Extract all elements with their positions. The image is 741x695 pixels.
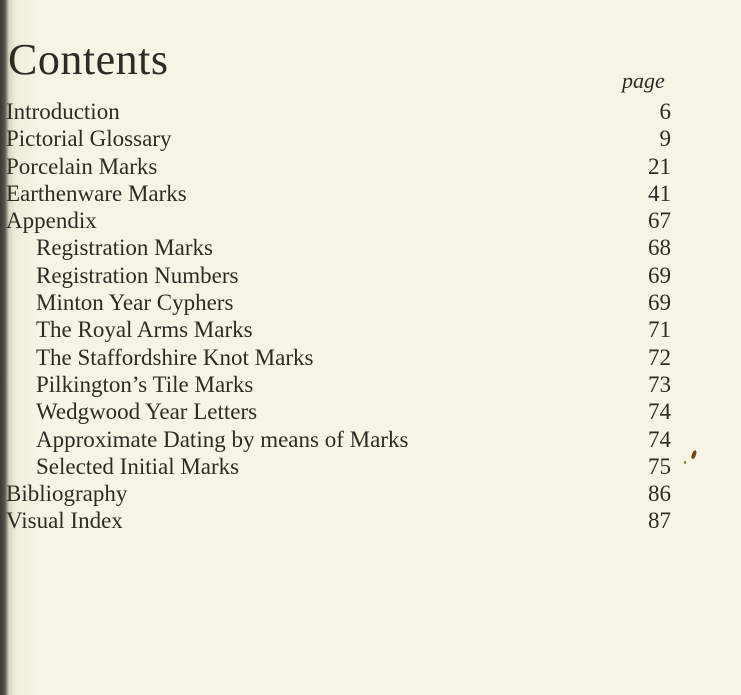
toc-entry-title: Approximate Dating by means of Marks xyxy=(36,426,409,452)
ink-speck-small xyxy=(684,461,686,464)
toc-subentry-pilkingtons-tile-marks xyxy=(0,371,741,398)
toc-entry-page: 9 xyxy=(659,126,671,152)
toc-entry-page: 21 xyxy=(648,153,671,179)
toc-entry-title: Introduction xyxy=(6,99,120,124)
toc-entry-title: Appendix xyxy=(6,208,97,234)
toc-entry-page: 87 xyxy=(648,508,671,534)
toc-entry-title: Earthenware Marks xyxy=(6,180,187,206)
toc-entry-porcelain-marks xyxy=(0,153,741,180)
toc-entry-page: 69 xyxy=(648,262,671,288)
toc-entry-page: 86 xyxy=(648,481,671,507)
toc-entry-title: The Royal Arms Marks xyxy=(36,317,253,343)
toc-entry-title: Wedgwood Year Letters xyxy=(36,399,258,425)
toc-subentry-royal-arms-marks xyxy=(0,316,741,343)
toc-entry-title: Porcelain Marks xyxy=(6,153,158,179)
toc-entry-page: 69 xyxy=(648,290,671,316)
toc-entry-bibliography xyxy=(0,480,741,507)
page-column-label: page xyxy=(622,68,665,93)
toc-entry-page: 74 xyxy=(648,399,671,425)
toc-entry-appendix xyxy=(0,207,741,234)
toc-subentry-selected-initial-marks xyxy=(0,453,741,480)
toc-entry-visual-index xyxy=(0,507,741,534)
toc-subentry-approximate-dating xyxy=(0,426,741,453)
toc-entry-pictorial-glossary xyxy=(0,125,741,152)
toc-entry-introduction xyxy=(0,98,741,125)
toc-entry-page: 72 xyxy=(648,344,671,370)
toc-entry-page: 71 xyxy=(648,317,671,343)
toc-entry-title: Selected Initial Marks xyxy=(36,453,240,479)
toc-entry-title: Pilkington’s Tile Marks xyxy=(36,371,254,397)
toc-entry-title: Bibliography xyxy=(6,481,128,507)
toc-subentry-wedgwood-year-letters xyxy=(0,398,741,425)
toc-entry-page: 68 xyxy=(648,235,671,261)
toc-subentry-minton-year-cyphers xyxy=(0,289,741,316)
toc-entry-page: 73 xyxy=(648,371,671,397)
toc-entry-page: 75 xyxy=(648,453,671,479)
page-title: Contents xyxy=(8,35,169,84)
table-of-contents xyxy=(0,98,741,535)
toc-entry-page: 41 xyxy=(648,180,671,206)
toc-subentry-staffordshire-knot-marks xyxy=(0,344,741,371)
toc-entry-title: Registration Numbers xyxy=(36,262,239,288)
toc-entry-title: Registration Marks xyxy=(36,235,213,261)
toc-entry-title: The Staffordshire Knot Marks xyxy=(36,344,314,370)
toc-subentry-registration-numbers xyxy=(0,262,741,289)
toc-subentry-registration-marks xyxy=(0,234,741,261)
toc-entry-page: 74 xyxy=(648,426,671,452)
toc-entry-earthenware-marks xyxy=(0,180,741,207)
toc-entry-page: 67 xyxy=(648,208,671,234)
toc-entry-title: Minton Year Cyphers xyxy=(36,290,234,316)
toc-entry-title: Visual Index xyxy=(6,508,123,534)
toc-entry-title: Pictorial Glossary xyxy=(6,126,172,152)
toc-entry-page: 6 xyxy=(659,99,671,124)
